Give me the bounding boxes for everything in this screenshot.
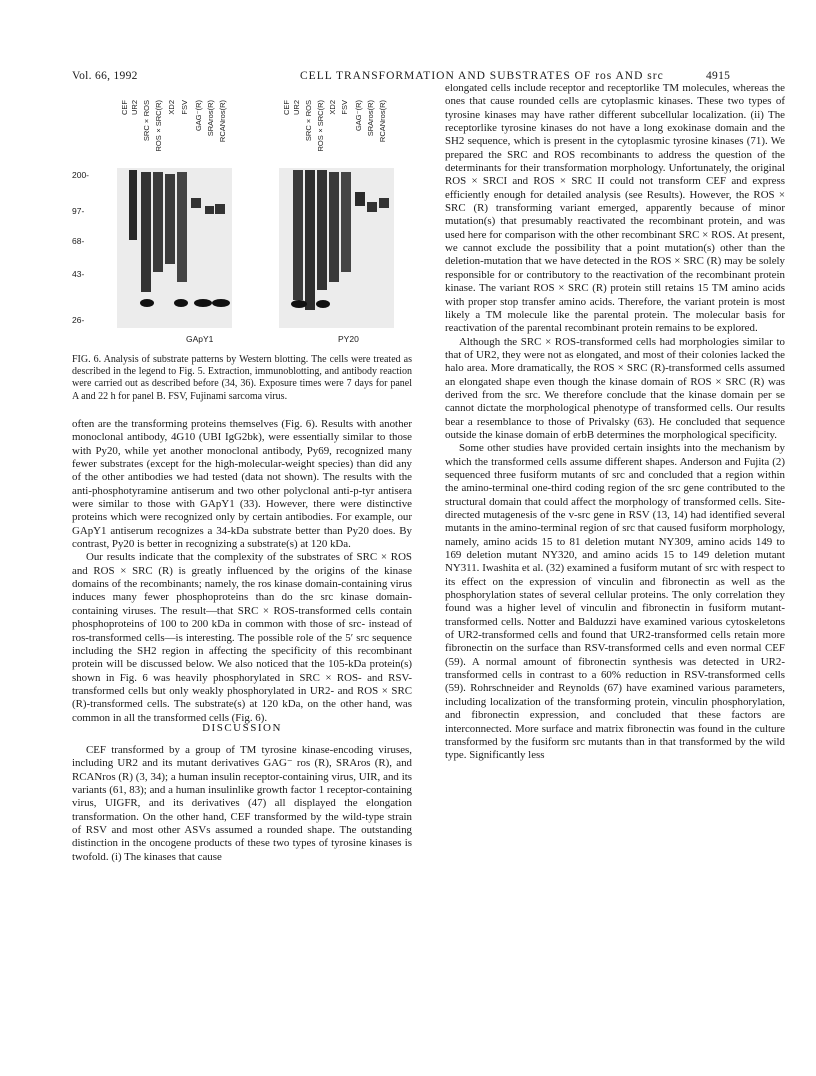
band — [367, 202, 377, 212]
lane-label: SRAros(R) — [206, 100, 215, 137]
figure-6 — [72, 98, 412, 348]
paragraph: elongated cells include receptor and receptorlike TM molecules, whereas the ones that cause rounded cells are cytoplasmic kinases. These two types of tyrosine kinases may have rather different subcellular localization. (ii) The receptorlike tyrosine kinases do not have a long exokinase domain and the SH2 sequence, which is present in the cytoplasmic tyrosine kinases (71). We prepared the SRC and ROS recombinants to address the question of the determinants for their transformation morphology. Unfortunately, the original ROS × SRCI and ROS × SRC II could not transform CEF and express efficiently enough for detailed analysis (see Results). However, the ROS × SRC (R) transforming variant emerged, apparently because of minor mutation(s) that presumably reactivated the recombinant protein, and was used here for comparison with the other recombinant SRC × ROS. At present, we cannot exclude the possibility that a point mutation(s) other than the deletion-mutation that we have detected in the ROS × SRC (R) may be solely responsible for or contributory to the reactivation of the recombinant protein kinase. The variant ROS × SRC (R) protein still retains 15 TM amino acids with proper stop transfer amino acids. Therefore, the variant protein is most likely a TM molecule like the parental protein. The molecular basis for reactivation of the parental recombinant protein remains to be explored. — [445, 82, 785, 335]
lane-label: XD2 — [167, 100, 176, 115]
band — [205, 206, 214, 214]
band — [329, 172, 339, 282]
running-header-title: CELL TRANSFORMATION AND SUBSTRATES OF ros AND src — [300, 70, 664, 82]
blot-panel-b — [279, 168, 394, 328]
band — [174, 299, 188, 307]
band — [379, 198, 389, 208]
lane-label: UR2 — [130, 100, 139, 116]
band — [141, 172, 151, 292]
lane-label: ROS×SRC(R) — [316, 100, 325, 152]
panel-a-label: GApY1 — [186, 334, 214, 344]
paragraph: Some other studies have provided certain insights into the mechanism by which the transformed cells assume different shapes. Anderson and Fujita (2) sequenced three fusiform mutants of src and concluded that a region within the amino-terminal one-third coding region of the src gene contributed to the structural domain that could affect the morphology of transformed cells. Site-directed mutagenesis of the v-src gene in RSV (13, 14) had identified several mutants in the amino-terminal region of src that caused fusiform morphology, namely, amino acids 15 to 81 deletion mutant NY309, amino acids 149 to 169 deletion mutant NY320, and amino acids 15 to 149 deletion mutant NY311. Iwashita et al. (32) examined a fusiform mutant of src with respect to its effect on the expression of vinculin and fibronectin as well as the phosphorylation states of several cellular proteins. The only correlation they found was a higher level of vinculin and fibronectin in fusiform mutant-transformed cells. Notter and Balduzzi have examined various cytoskeletons of UR2-transformed cells and found that UR2-transformed cells retain more fibronectin on the surface than RSV-transformed cells and even normal CEF (59). A normal amount of fibronectin synthesis was detected in UR2-transformed cells in contrast to a 60% reduction in RSV-transformed cells (59). Rohrschneider and Reynolds (67) have examined various parameters, including localization of the transforming protein, vinculin phosphorylation, and fibronectin expression, and concluded that these factors are interconnected. More surface and matrix fibronectin was found in the culture transformed by the fusiform src mutants than in that transformed by the wild type. Significantly less — [445, 442, 785, 762]
right-column — [445, 82, 785, 763]
page-number: 4915 — [706, 70, 731, 82]
marker-43: 43- — [72, 269, 85, 279]
lane-label: CEF — [120, 100, 129, 115]
lane-label: SRAros(R) — [366, 100, 375, 137]
band — [317, 170, 327, 290]
band — [129, 170, 137, 240]
left-column-discussion — [72, 744, 412, 864]
left-column — [72, 418, 412, 725]
lane-label: XD2 — [328, 100, 337, 115]
band — [140, 299, 154, 307]
marker-26: 26- — [72, 315, 85, 325]
discussion-heading: DISCUSSION — [202, 722, 282, 734]
band — [165, 174, 175, 264]
lane-label: GAG⁻(R) — [194, 100, 203, 132]
lane-label: RCANros(R) — [378, 100, 387, 143]
band — [341, 172, 351, 272]
band — [153, 172, 163, 272]
band — [293, 170, 303, 300]
lane-label: SRC×ROS — [142, 100, 151, 142]
lane-label: UR2 — [292, 100, 301, 116]
paragraph: Although the SRC × ROS-transformed cells had morphologies similar to that of UR2, they were not as elongated, and most of their colonies lacked the halo area. More dramatically, the ROS × SRC (R)-transformed cells assumed an elongated shape even though the kinase domain of ROS × SRC (R) was derived from the src. We therefore conclude that the kinase domain per se cannot dictate the morphological phenotype of transformed cells. Our results bear a resemblance to those of Privalsky (63). He concluded that sequence outside the kinase domain of erbB determines the morphological specificity. — [445, 335, 785, 441]
marker-97: 97- — [72, 206, 85, 216]
marker-200: 200- — [72, 170, 90, 180]
paragraph: often are the transforming proteins themselves (Fig. 6). Results with another monoclonal antibody, 4G10 (UBI IgG2bk), were essentially similar to those with Py20, while yet another monoclonal antibody, Py69, recognized many fewer substrates (except for the high-molecular-weight species) than did any of the other antibodies we had tested (data not shown). The results with the anti-phosphotyramine antiserum and two other polyclonal anti-p-tyr antisera were similar to those with GApY1 (33). However, there were distinctive proteins which were recognized only by certain antibodies. For example, our GApY1 antiserum recognizes a 34-kDa substrate better than Py20 does. By contrast, Py20 is better in recognizing a substrate(s) at 120 kDa. — [72, 418, 412, 551]
lane-label: FSV — [340, 100, 349, 115]
band — [177, 172, 187, 282]
figure-caption: FIG. 6. Analysis of substrate patterns by Western blotting. The cells were treated as described in the legend to Fig. 5. Extraction, immunoblotting, and antibody reaction were carried out as described before (34, 36). Exposure times were 7 days for panel A and 22 h for panel B. FSV, Fujinami sarcoma virus. — [72, 354, 412, 402]
band — [355, 192, 365, 206]
band — [291, 300, 307, 308]
running-header-left: Vol. 66, 1992 — [72, 70, 138, 82]
marker-68: 68- — [72, 236, 85, 246]
lane-label: ROS×SRC(R) — [154, 100, 163, 152]
lane-label: CEF — [282, 100, 291, 115]
band — [305, 170, 315, 310]
lane-label: FSV — [180, 100, 189, 115]
band — [191, 198, 201, 208]
paragraph: Our results indicate that the complexity of the substrates of SRC × ROS and ROS × SRC (R) is greatly influenced by the origins of the kinase domains of the recombinants; namely, the ros kinase domain-containing virus induces many fewer phosphoproteins than do the src kinase domain-containing viruses. The result—that SRC × ROS-transformed cells contain phosphoproteins of 100 to 200 kDa in common with those of src- instead of ros-transformed cells—is interesting. The possible role of the 5′ src sequence including the SH2 region in affecting the specificity of this recombinant protein will be discussed below. We also noticed that the 105-kDa protein(s) shown in Fig. 6 was heavily phosphorylated in SRC × ROS- and RSV-transformed cells but only weakly phosphorylated in UR2- and ROS × SRC (R)-transformed cells. The substrate(s) at 120 kDa, on the other hand, was common in all the transformed cells (Fig. 6). — [72, 551, 412, 724]
panel-b-label: PY20 — [338, 334, 359, 344]
band — [316, 300, 330, 308]
band — [212, 299, 230, 307]
lane-label: SRC×ROS — [304, 100, 313, 142]
paragraph: CEF transformed by a group of TM tyrosine kinase-encoding viruses, including UR2 and its mutant derivatives GAG⁻ ros (R), SRAros (R), and RCANros (R) (3, 34); a human insulin receptor-containing virus, UIR, and its variants (61, 83); and a human insulinlike growth factor 1 receptor-containing virus, UIGFR, and its derivatives (47) all displayed the elongation transformation. On the other hand, CEF transformed by the wild-type strain of RSV and most other ASVs assumed a rounded shape. The outstanding distinction in the oncogene products of these two types of tyrosine kinases is twofold. (i) The kinases that cause — [72, 744, 412, 863]
band — [194, 299, 212, 307]
band — [215, 204, 225, 214]
lane-label: GAG⁻(R) — [354, 100, 363, 132]
lane-label: RCANros(R) — [218, 100, 227, 143]
blot-panel-a — [117, 168, 232, 328]
